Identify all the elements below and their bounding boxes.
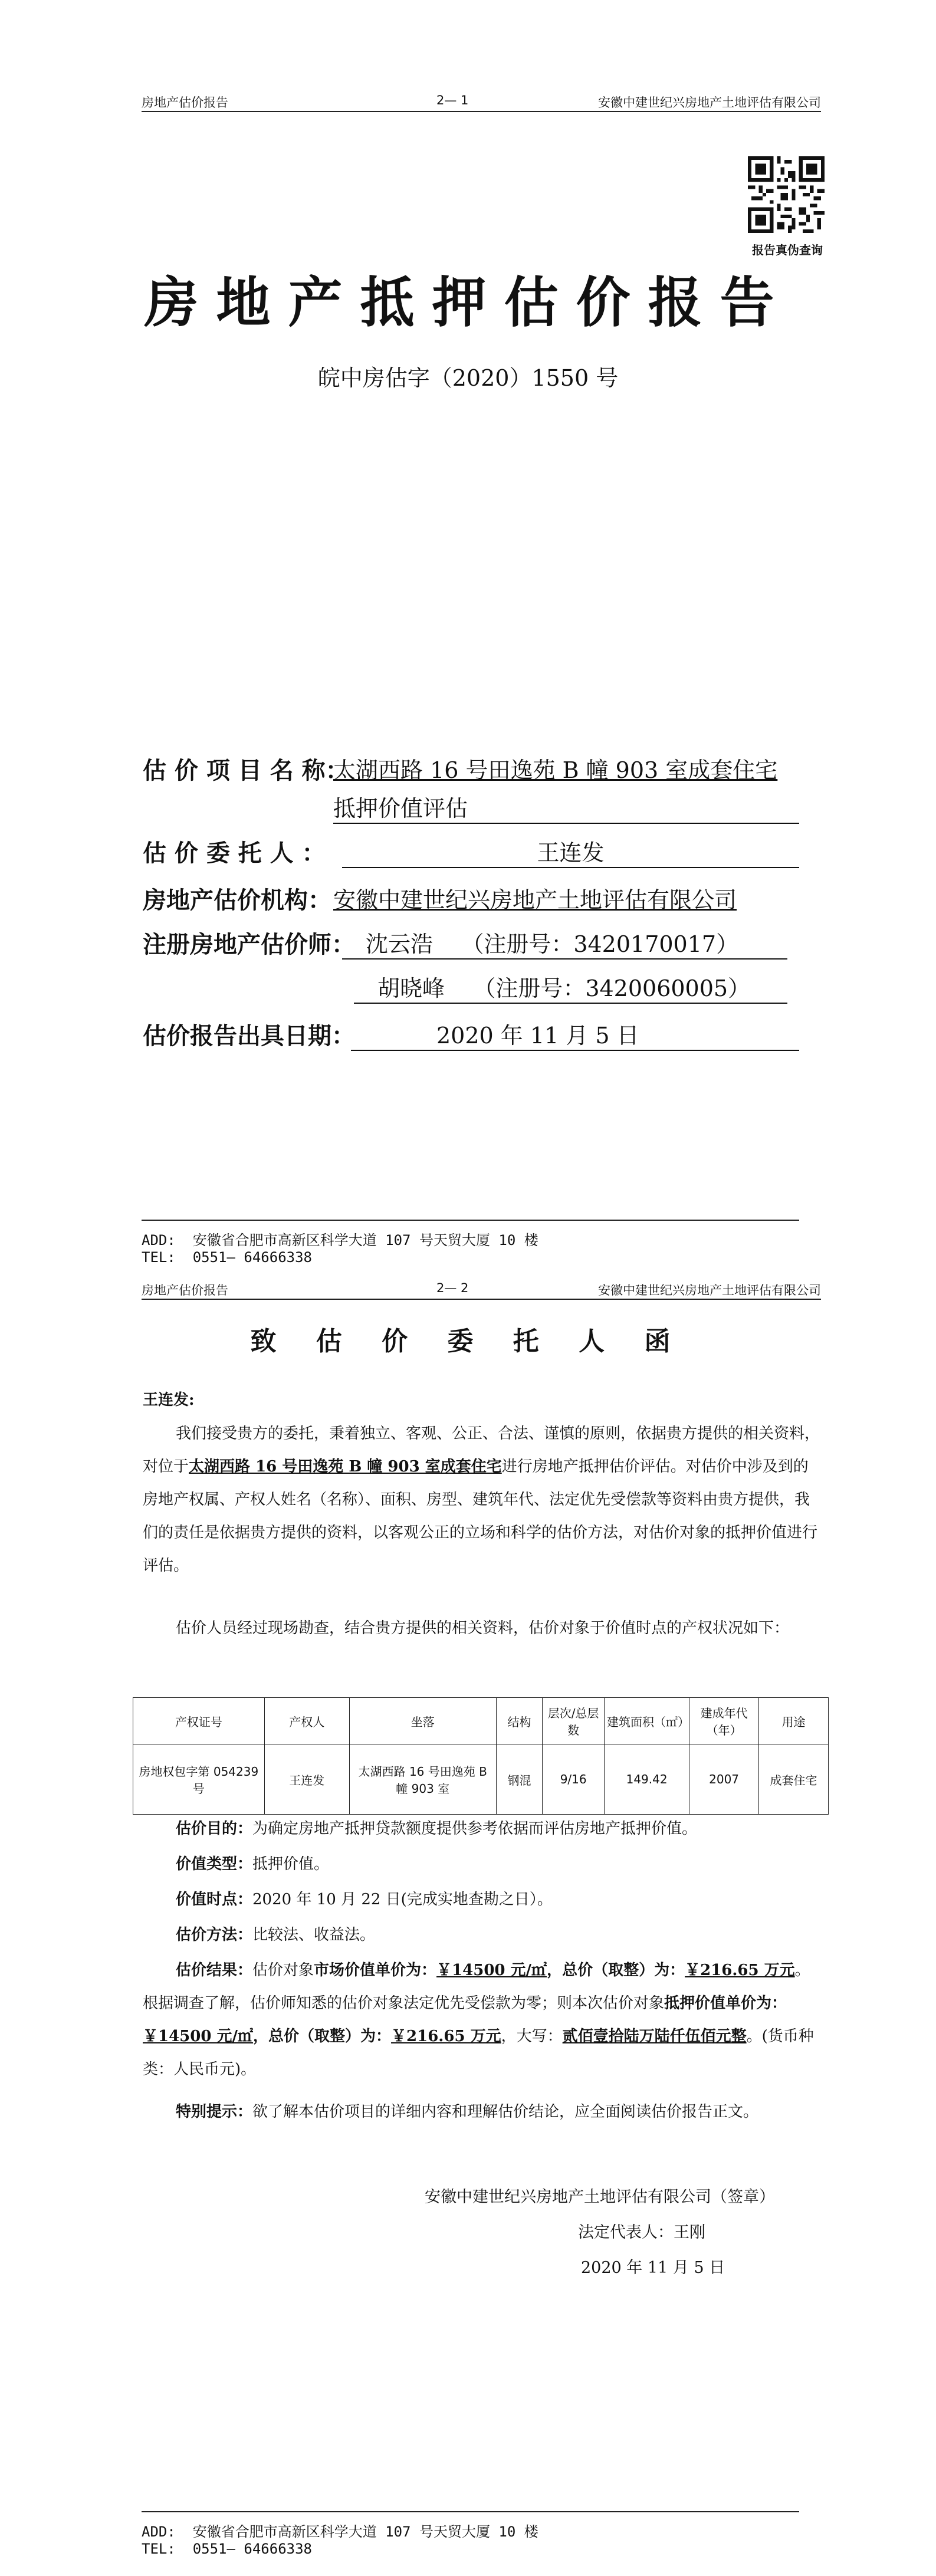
header-right: 安徽中建世纪兴房地产土地评估有限公司 [598, 96, 821, 110]
property-table [133, 1697, 829, 1815]
table-cell: 钢混 [496, 1744, 543, 1815]
footer-address: ADD: 安徽省合肥市高新区科学大道 107 号天贸大厦 10 楼 [142, 2524, 538, 2540]
signature-representative: 法定代表人：王刚 [578, 2223, 705, 2242]
appraiser-label: 注册房地产估价师： [143, 931, 355, 958]
page-header [142, 88, 821, 112]
project-name-label: 估 价 项 目 名 称： [143, 757, 349, 784]
letter-title: 致 估 价 委 托 人 函 [250, 1326, 686, 1356]
valuation-result: 估价结果：估价对象市场价值单价为：￥14500 元/㎡，总价（取整）为：￥216.65 万元。根据调查了解，估价师知悉的估价对象法定优先受偿款为零；则本次估价对象抵押价值单价为：￥14500 元/㎡，总价（取整）为：￥216.65 万元，大写：贰佰壹拾陆万陆仟伍佰元整。(货币种类：人民币元)。 [143, 1961, 814, 2078]
table-cell: 149.42 [605, 1744, 689, 1815]
value-time: 价值时点：2020 年 10 月 22 日(完成实地查勘之日）。 [176, 1891, 553, 1908]
header-page-number: 2— 1 [436, 93, 469, 107]
project-name-value-2: 抵押价值评估 [333, 790, 799, 824]
header-left: 房地产估价报告 [142, 1283, 228, 1297]
client-value: 王连发 [342, 834, 799, 868]
valuation-method: 估价方法：比较法、收益法。 [176, 1926, 376, 1944]
letter-paragraph-1: 我们接受贵方的委托，秉着独立、客观、公正、合法、谨慎的原则，依据贵方提供的相关资料，对位于太湖西路 16 号田逸苑 B 幢 903 室成套住宅进行房地产抵押估价评估。对估价中涉及到的房地产权属、产权人姓名（名称）、面积、房型、建筑年代、法定优先受偿款等资料由贵方提供，我们的责任是依据贵方提供的资料，以客观公正的立场和科学的估价方法，对估价对象的抵押价值进行评估。 [143, 1425, 820, 1575]
footer-phone: TEL: 0551— 64666338 [142, 1249, 312, 1266]
issue-date-value: 2020 年 11 月 5 日 [351, 1017, 799, 1051]
table-cell: 2007 [689, 1744, 759, 1815]
footer-address: ADD: 安徽省合肥市高新区科学大道 107 号天贸大厦 10 楼 [142, 1232, 538, 1248]
agency-value: 安徽中建世纪兴房地产土地评估有限公司 [333, 887, 737, 913]
report-title: 房地产抵押估价报告 [144, 271, 792, 334]
table-cell: 王连发 [264, 1744, 349, 1815]
report-number: 皖中房估字（2020）1550 号 [317, 365, 619, 391]
table-cell: 房地权包字第 054239 号 [133, 1744, 265, 1815]
table-header: 建成年代（年） [689, 1698, 759, 1744]
client-label: 估 价 委 托 人 ： [143, 839, 326, 867]
footer-rule [142, 2511, 799, 2512]
agency-label: 房地产估价机构： [143, 886, 331, 914]
special-notice: 特别提示：欲了解本估价项目的详细内容和理解估价结论，应全面阅读估价报告正文。 [176, 2103, 759, 2121]
header-rule [142, 111, 821, 112]
appraiser-value-1: 沈云浩 （注册号：3420170017） [342, 926, 787, 960]
letter-page [0, 1279, 936, 2576]
table-cell: 太湖西路 16 号田逸苑 B 幢 903 室 [349, 1744, 496, 1815]
header-left: 房地产估价报告 [142, 96, 228, 110]
qr-code-icon[interactable] [748, 156, 825, 233]
table-row [133, 1744, 829, 1815]
table-header-row [133, 1698, 829, 1744]
letter-paragraph-2: 估价人员经过现场勘查，结合贵方提供的相关资料，估价对象于价值时点的产权状况如下： [176, 1619, 790, 1637]
table-header: 用途 [759, 1698, 829, 1744]
value-type: 价值类型：抵押价值。 [176, 1855, 330, 1873]
issue-date-label: 估价报告出具日期： [143, 1022, 355, 1050]
table-cell: 9/16 [543, 1744, 605, 1815]
cover-page [0, 0, 936, 1279]
signature-company: 安徽中建世纪兴房地产土地评估有限公司（签章） [425, 2188, 775, 2206]
appraiser-value-2: 胡晓峰 （注册号：3420060005） [354, 970, 787, 1004]
table-header: 结构 [496, 1698, 543, 1744]
project-name-value: 太湖西路 16 号田逸苑 B 幢 903 室成套住宅 [333, 757, 778, 783]
header-right: 安徽中建世纪兴房地产土地评估有限公司 [598, 1283, 821, 1297]
letter-salutation: 王连发: [143, 1391, 195, 1409]
valuation-purpose: 估价目的：为确定房地产抵押贷款额度提供参考依据而评估房地产抵押价值。 [176, 1820, 698, 1838]
footer-rule [142, 1220, 799, 1221]
qr-caption: 报告真伪查询 [752, 243, 823, 257]
signature-date: 2020 年 11 月 5 日 [581, 2259, 725, 2277]
table-header: 建筑面积（㎡） [605, 1698, 689, 1744]
footer-phone: TEL: 0551— 64666338 [142, 2541, 312, 2557]
table-header: 产权证号 [133, 1698, 265, 1744]
table-header: 层次/总层数 [543, 1698, 605, 1744]
page-header [142, 1276, 821, 1300]
header-rule [142, 1299, 821, 1300]
header-page-number: 2— 2 [436, 1281, 469, 1295]
table-cell: 成套住宅 [759, 1744, 829, 1815]
table-header: 产权人 [264, 1698, 349, 1744]
table-header: 坐落 [349, 1698, 496, 1744]
